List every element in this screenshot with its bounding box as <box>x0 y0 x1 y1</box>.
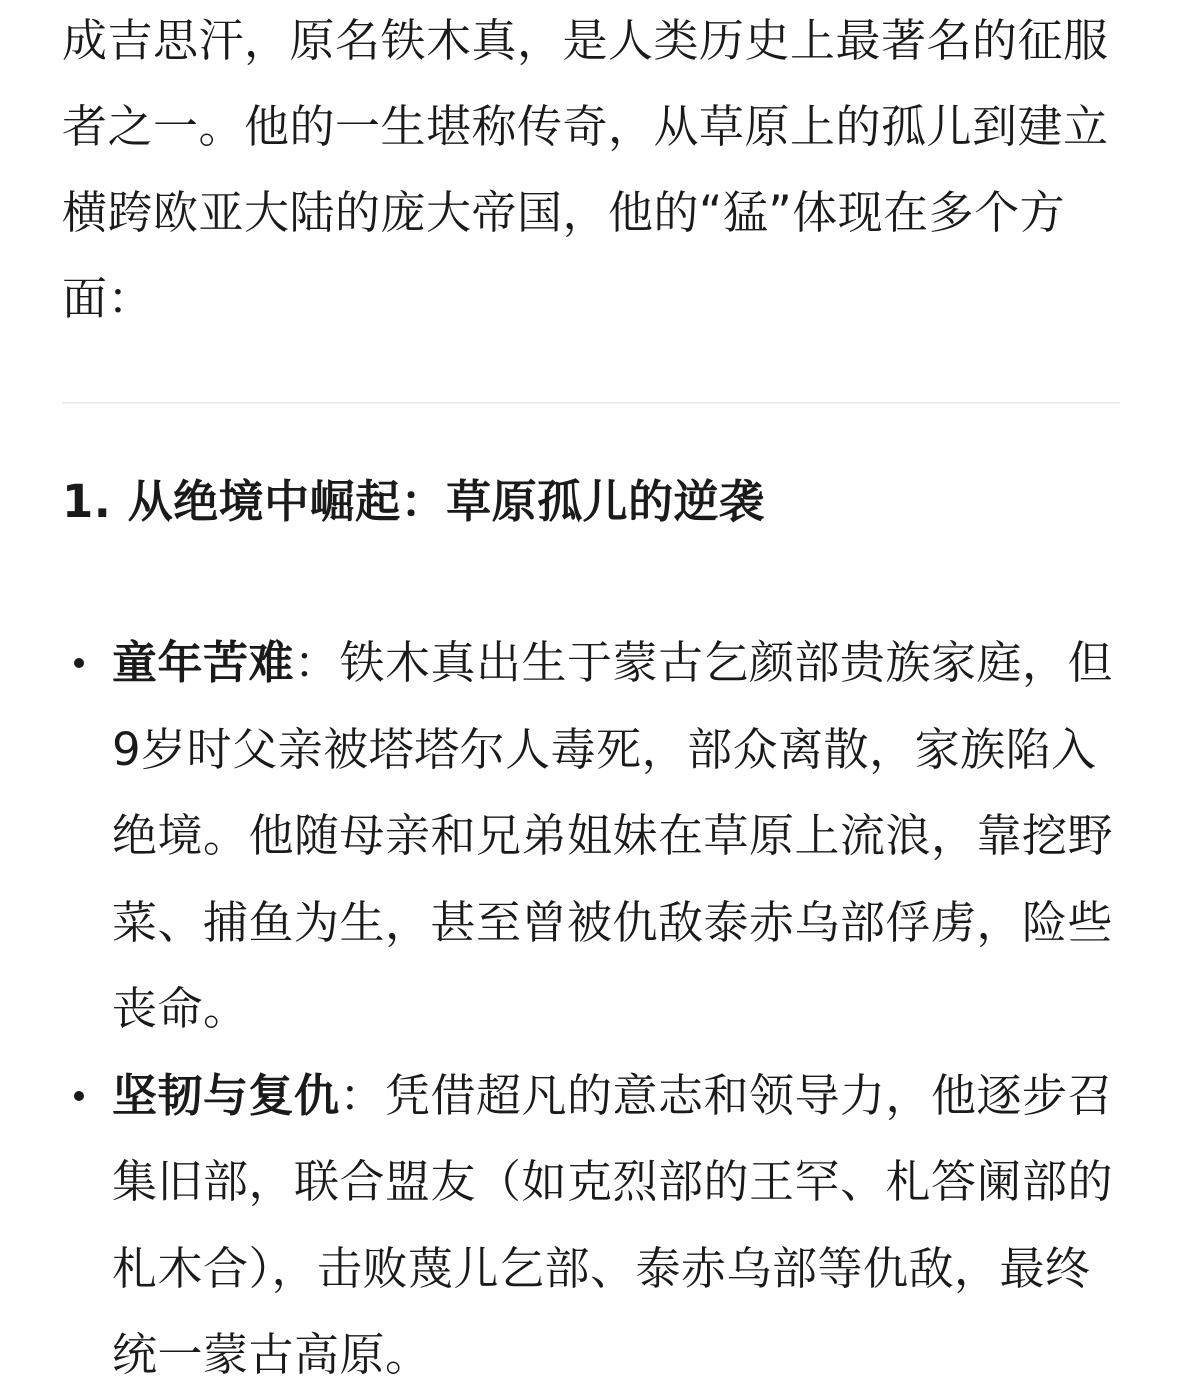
section-divider <box>62 402 1120 404</box>
bullet-title: 坚韧与复仇 <box>112 1068 340 1122</box>
article-content <box>62 0 1120 1399</box>
bullet-title: 童年苦难 <box>112 636 295 689</box>
intro-paragraph: 成吉思汗，原名铁木真，是人类历史上最著名的征服者之一。他的一生堪称传奇，从草原上的孤儿到建立横跨欧亚大陆的庞大帝国，他的“猛”体现在多个方面： <box>62 14 1109 325</box>
bullet-dot-icon <box>74 658 84 668</box>
bullet-dot-icon <box>74 1091 84 1101</box>
bullet-text: 凭借超凡的意志和领导力，他逐步召集旧部，联合盟友（如克烈部的王罕、札答阑部的札木合），击败蔑儿乞部、泰赤乌部等仇敌，最终统一蒙古高原。 <box>112 1068 1114 1381</box>
list-item <box>62 620 1120 1053</box>
bullet-list <box>62 620 1120 1399</box>
section-heading: 1. 从绝境中崛起：草原孤儿的逆袭 <box>62 475 765 528</box>
bullet-text: 铁木真出生于蒙古乞颜部贵族家庭，但9岁时父亲被塔塔尔人毒死，部众离散，家族陷入绝境。他随母亲和兄弟姐妹在草原上流浪，靠挖野菜、捕鱼为生，甚至曾被仇敌泰赤乌部俘虏，险些丧命。 <box>112 636 1114 1035</box>
list-item <box>62 1053 1120 1399</box>
bullet-separator: ： <box>294 636 340 689</box>
bullet-separator: ： <box>339 1068 386 1122</box>
